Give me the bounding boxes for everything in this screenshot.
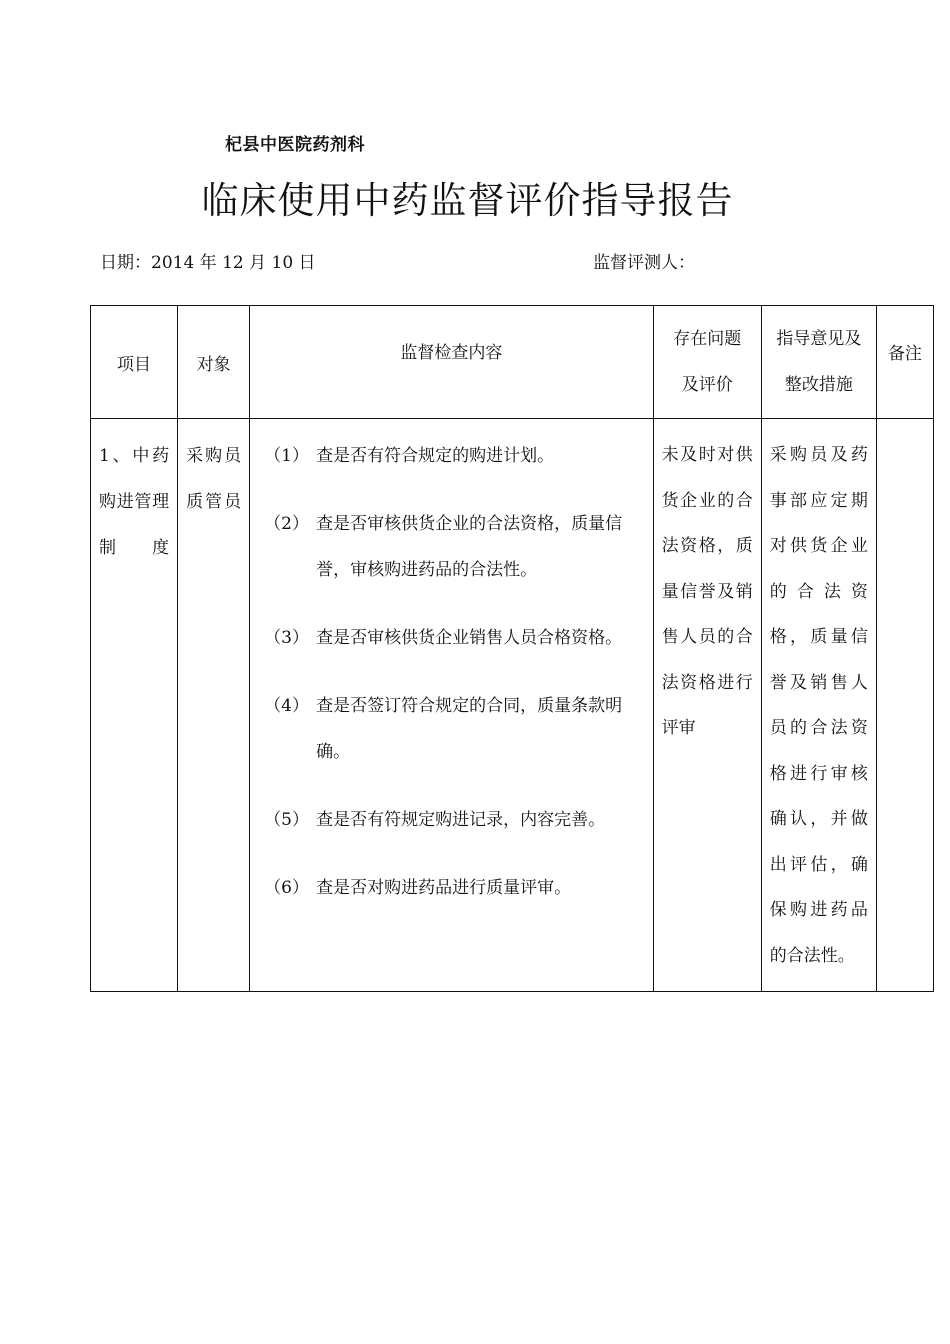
note-cell: [876, 419, 933, 992]
guide-cell: [761, 419, 876, 992]
check-text: 查是否签订符合规定的合同，质量条款明确。: [316, 696, 623, 762]
check-number: （4）: [264, 696, 309, 716]
header-guide-line1: 指导意见及: [776, 329, 862, 349]
header-issue-line1: 存在问题: [673, 329, 742, 349]
check-number: （1）: [264, 446, 309, 466]
header-guide-cell: [761, 306, 876, 419]
check-item: [264, 615, 642, 661]
check-item: [264, 433, 642, 479]
check-item: [264, 865, 642, 911]
header-guide-line2: 整改措施: [784, 375, 853, 395]
header-item-cell: [91, 306, 178, 419]
header-target-cell: [178, 306, 250, 419]
header-content: 监督检查内容: [400, 343, 503, 363]
table-header-row: [91, 306, 934, 419]
issue-cell: [653, 419, 761, 992]
table-row: [91, 419, 934, 992]
check-text: 查是否审核供货企业销售人员合格资格。: [316, 628, 623, 648]
check-number: （3）: [264, 628, 309, 648]
row-target-1: 采购员: [186, 446, 242, 466]
check-text: 查是否对购进药品进行质量评审。: [316, 878, 572, 898]
item-cell: [91, 419, 178, 992]
check-item: [264, 501, 642, 593]
row-guide: 采购员及药事部应定期对供货企业的合法资格，质量信誉及销售人员的合法资格进行审核确认，并做出评估，确保购进药品的合法性。: [769, 445, 868, 966]
row-issue: 未及时对供货企业的合法资格，质量信誉及销售人员的合法资格进行评审: [661, 445, 753, 738]
header-target: 对象: [196, 354, 231, 375]
row-target-2: 质管员: [186, 492, 242, 512]
header-item: 项目: [117, 354, 152, 375]
check-number: （5）: [264, 810, 309, 830]
check-text: 查是否审核供货企业的合法资格，质量信誉，审核购进药品的合法性。: [316, 514, 623, 580]
organization-name: 杞县中医院药剂科: [225, 135, 365, 155]
header-note-cell: [876, 306, 933, 419]
report-date: 日期：2014 年 12 月 10 日: [100, 253, 316, 273]
content-cell: [250, 419, 653, 992]
inspector-label: 监督评测人：: [593, 253, 695, 273]
check-text: 查是否有符规定购进记录，内容完善。: [316, 810, 606, 830]
target-cell: [178, 419, 250, 992]
check-number: （6）: [264, 878, 309, 898]
report-table: [90, 305, 934, 992]
document-title: 临床使用中药监督评价指导报告: [201, 179, 734, 222]
header-issue-line2: 及评价: [681, 375, 733, 395]
header-issue-cell: [653, 306, 761, 419]
check-number: （2）: [264, 514, 309, 534]
row-item: 1、中药购进管理制度: [99, 446, 170, 558]
check-text: 查是否有符合规定的购进计划。: [316, 446, 555, 466]
check-item: [264, 683, 642, 775]
header-content-cell: [250, 306, 653, 419]
header-note: 备注: [887, 344, 922, 364]
check-item: [264, 797, 642, 843]
